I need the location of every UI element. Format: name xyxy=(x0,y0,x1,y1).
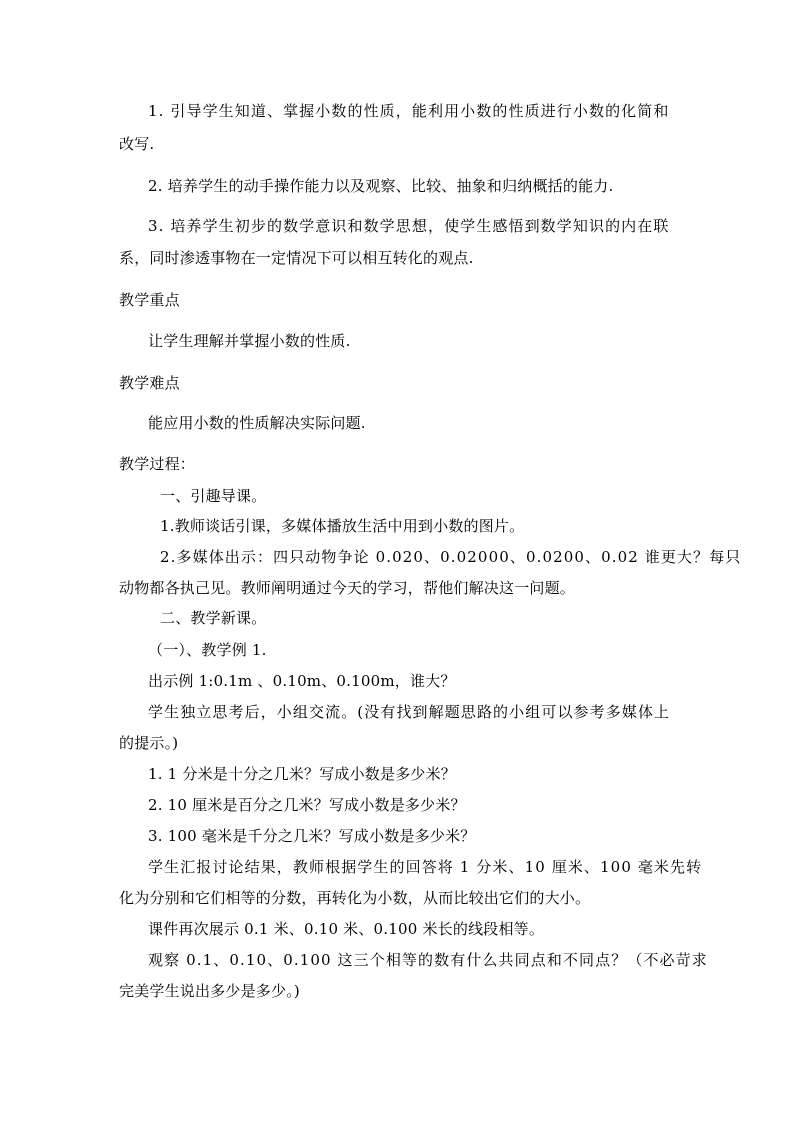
objective-1-line-1: 1. 引导学生知道、掌握小数的性质，能利用小数的性质进行小数的化简和 xyxy=(148,102,670,120)
objective-2: 2. 培养学生的动手操作能力以及观察、比较、抽象和归纳概括的能力. xyxy=(148,177,614,195)
section-1-title: 一、引趣导课。 xyxy=(160,487,267,505)
difficulty-text: 能应用小数的性质解决实际问题. xyxy=(148,414,366,432)
example-1-line: 出示例 1:0.1m 、0.10m、0.100m，谁大？ xyxy=(148,672,456,690)
courseware-line: 课件再次展示 0.1 米、0.10 米、0.100 米长的线段相等。 xyxy=(148,920,545,938)
discussion-line-1: 学生独立思考后，小组交流。(没有找到解题思路的小组可以参考多媒体上 xyxy=(148,703,671,721)
report-line-1: 学生汇报讨论结果，教师根据学生的回答将 1 分米、10 厘米、100 毫米先转 xyxy=(148,858,703,876)
intro-item-2-line-1: 2.多媒体出示：四只动物争论 0.020、0.02000、0.0200、0.02 谁更大？每只 xyxy=(160,548,742,566)
difficulty-heading: 教学难点 xyxy=(119,374,180,392)
section-2-title: 二、教学新课。 xyxy=(160,609,267,627)
discussion-line-2: 的提示。) xyxy=(119,734,179,752)
objective-1-line-2: 改写. xyxy=(119,135,155,153)
key-point-heading: 教学重点 xyxy=(119,291,180,309)
report-line-2: 化为分别和它们相等的分数，再转化为小数，从而比较出它们的大小。 xyxy=(119,889,591,907)
objective-3-line-2: 系，同时渗透事物在一定情况下可以相互转化的观点. xyxy=(119,249,474,267)
observe-line-1: 观察 0.1、0.10、0.100 这三个相等的数有什么共同点和不同点？（不必苛求 xyxy=(148,951,708,969)
key-point-text: 让学生理解并掌握小数的性质. xyxy=(148,332,351,350)
intro-item-1: 1.教师谈话引课，多媒体播放生活中用到小数的图片。 xyxy=(160,517,525,535)
question-1: 1. 1 分米是十分之几米？写成小数是多少米？ xyxy=(148,765,456,783)
intro-item-2-line-2: 动物都各执己见。教师阐明通过今天的学习，帮他们解决这一问题。 xyxy=(119,579,576,597)
observe-line-2: 完美学生说出多少是多少。) xyxy=(119,982,300,1000)
objective-3-line-1: 3. 培养学生初步的数学意识和数学思想，使学生感悟到数学知识的内在联 xyxy=(148,217,670,235)
question-2: 2. 10 厘米是百分之几米？写成小数是多少米？ xyxy=(148,796,466,814)
subsection-1-title: （一）、教学例 1. xyxy=(148,641,267,659)
question-3: 3. 100 毫米是千分之几米？写成小数是多少米？ xyxy=(148,827,476,845)
process-heading: 教学过程： xyxy=(119,455,196,473)
